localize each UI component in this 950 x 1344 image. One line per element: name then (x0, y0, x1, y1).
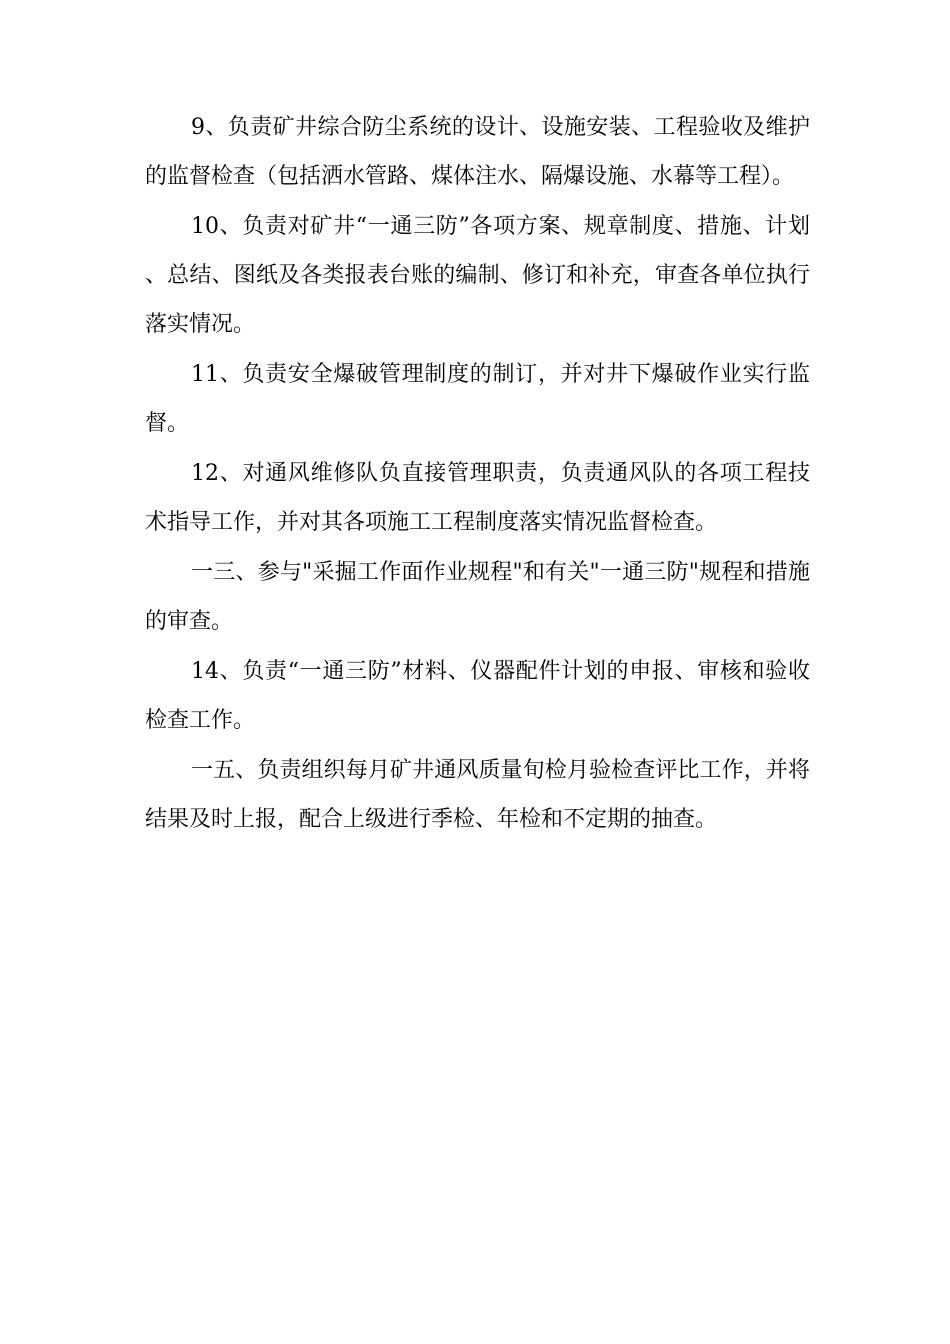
paragraph-item-9: 9、负责矿井综合防尘系统的设计、设施安装、工程验收及维护的监督检查（包括洒水管路、煤体注水、隔爆设施、水幕等工程）。 (145, 115, 810, 189)
paragraph-item-11: 11、负责安全爆破管理制度的制订，并对井下爆破作业实行监督。 (145, 362, 810, 436)
document-body (145, 103, 810, 845)
paragraph-item-10: 10、负责对矿井“一通三防”各项方案、规章制度、措施、计划、总结、图纸及各类报表台账的编制、修订和补充，审查各单位执行落实情况。 (145, 214, 810, 337)
paragraph-item-12: 12、对通风维修队负直接管理职责，负责通风队的各项工程技术指导工作，并对其各项施工工程制度落实情况监督检查。 (145, 461, 810, 535)
paragraph-item-13: 一三、参与"采掘工作面作业规程"和有关"一通三防"规程和措施的审查。 (145, 560, 810, 634)
paragraph-item-15: 一五、负责组织每月矿井通风质量旬检月验检查评比工作，并将结果及时上报，配合上级进行季检、年检和不定期的抽查。 (145, 758, 810, 832)
paragraph-item-14: 14、负责“一通三防”材料、仪器配件计划的申报、审核和验收检查工作。 (145, 659, 810, 733)
